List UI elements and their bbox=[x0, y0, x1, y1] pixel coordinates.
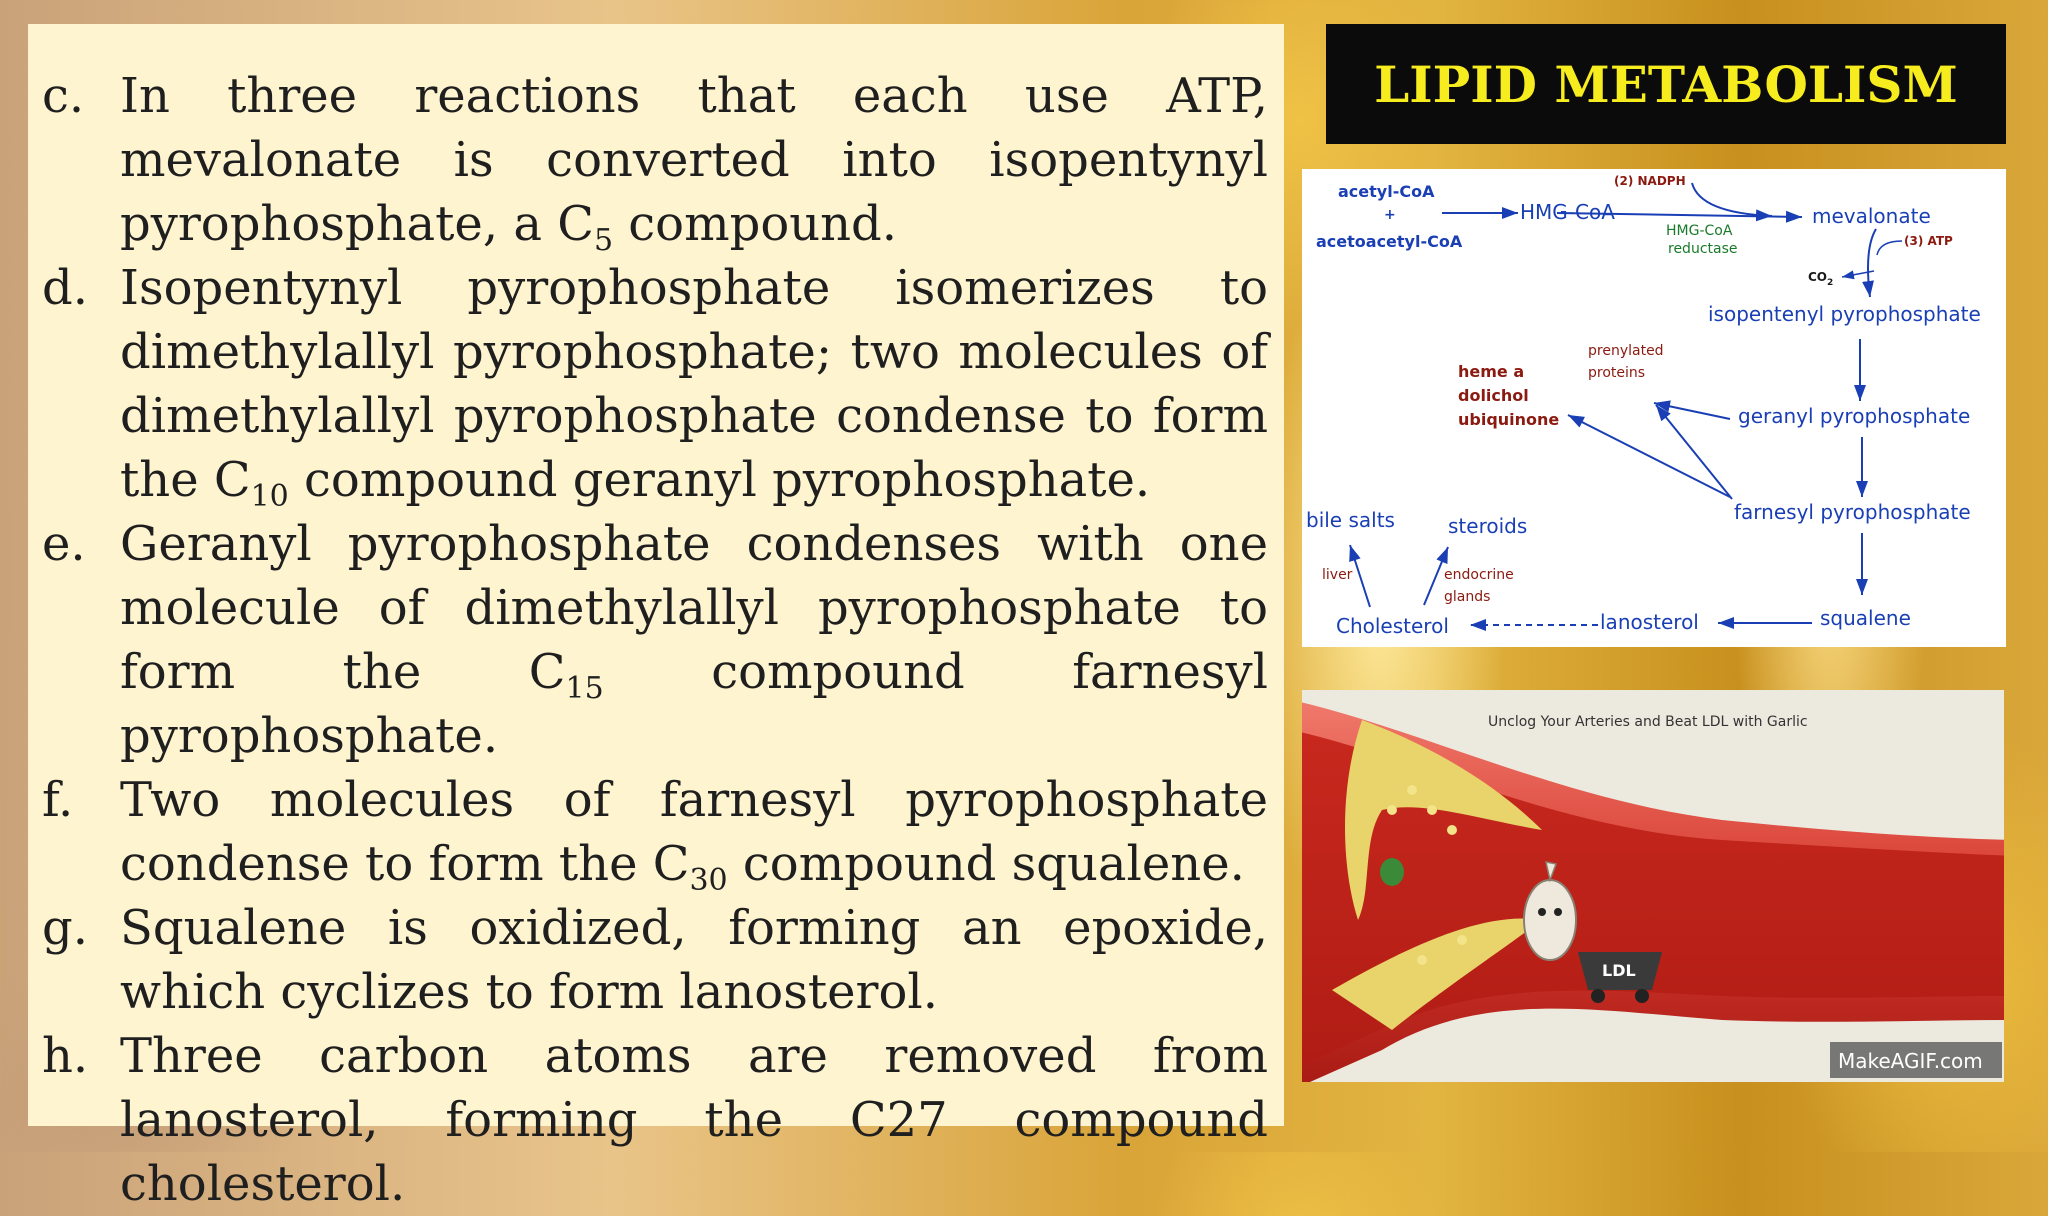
label-mevalonate: mevalonate bbox=[1812, 204, 1931, 228]
label-farnesyl: farnesyl pyrophosphate bbox=[1734, 500, 1971, 524]
plaque-particle bbox=[1387, 805, 1397, 815]
arrow-co2 bbox=[1842, 271, 1874, 277]
label-steroids: steroids bbox=[1448, 514, 1528, 538]
label-liver: liver bbox=[1322, 567, 1353, 583]
plaque-particle bbox=[1407, 785, 1417, 795]
list-item bbox=[42, 64, 1268, 256]
arrow-farnesyl-to-heme bbox=[1568, 415, 1730, 497]
list-item bbox=[42, 512, 1268, 768]
label-bile-salts: bile salts bbox=[1306, 508, 1395, 532]
list-letter: d. bbox=[42, 260, 88, 316]
list-text bbox=[120, 896, 1268, 1024]
label-squalene: squalene bbox=[1820, 606, 1911, 630]
list-item bbox=[42, 256, 1268, 512]
label-acetyl-coa: acetyl-CoA bbox=[1338, 182, 1435, 201]
list-text bbox=[120, 64, 1268, 256]
arrow-nadph bbox=[1692, 183, 1772, 216]
list-text-main: In three reactions that each use ATP, mevalonate is converted into isopentynyl pyrophosphate, a C bbox=[120, 68, 1268, 252]
label-dolichol: dolichol bbox=[1458, 386, 1529, 405]
label-heme: heme a bbox=[1458, 362, 1525, 381]
list-text-tail: compound geranyl pyrophosphate. bbox=[288, 452, 1151, 508]
pathway-svg bbox=[1302, 169, 2006, 647]
artery-animation bbox=[1302, 690, 2004, 1082]
list-letter: c. bbox=[42, 68, 85, 124]
label-ubiquinone: ubiquinone bbox=[1458, 410, 1560, 429]
label-endocrine-2: glands bbox=[1444, 589, 1491, 605]
arrow-farnesyl-to-prenylated bbox=[1656, 405, 1732, 499]
list-letter: e. bbox=[42, 516, 86, 572]
list-item bbox=[42, 1024, 1268, 1216]
label-lanosterol: lanosterol bbox=[1600, 610, 1699, 634]
list-item bbox=[42, 896, 1268, 1024]
label-isopentenyl: isopentenyl pyrophosphate bbox=[1708, 302, 1981, 326]
list-text bbox=[120, 512, 1268, 768]
label-hmg-reductase-2: reductase bbox=[1668, 241, 1738, 257]
title-box bbox=[1326, 24, 2006, 144]
plaque-particle bbox=[1417, 955, 1427, 965]
list-text-tail: compound farnesyl pyrophosphate. bbox=[120, 644, 1268, 764]
list-text-main: Three carbon atoms are removed from lanosterol, forming the C27 compound cholesterol. bbox=[120, 1028, 1268, 1212]
text-panel bbox=[28, 24, 1284, 1212]
label-cholesterol: Cholesterol bbox=[1336, 614, 1449, 638]
arrow-cholesterol-to-bile bbox=[1350, 545, 1370, 607]
list-text-subscript: 5 bbox=[593, 223, 614, 258]
label-prenylated-2: proteins bbox=[1588, 365, 1646, 381]
label-nadph: (2) NADPH bbox=[1614, 174, 1686, 188]
list-text-main: Isopentynyl pyrophosphate isomerizes to dimethylallyl pyrophosphate; two molecules of dimethylallyl pyrophosphate condense to form the C bbox=[120, 260, 1268, 508]
label-prenylated-1: prenylated bbox=[1588, 343, 1664, 359]
artery-svg bbox=[1302, 690, 2004, 1082]
list-text-subscript: 30 bbox=[689, 863, 728, 898]
plaque-particle bbox=[1447, 825, 1457, 835]
list-text bbox=[120, 256, 1268, 512]
list-letter: f. bbox=[42, 772, 74, 828]
list-item bbox=[42, 768, 1268, 896]
step-list bbox=[42, 64, 1268, 1216]
plaque-particle bbox=[1457, 935, 1467, 945]
list-text bbox=[120, 1024, 1268, 1216]
label-geranyl: geranyl pyrophosphate bbox=[1738, 404, 1971, 428]
slide-title: LIPID METABOLISM bbox=[1374, 54, 1958, 114]
list-text-main: Geranyl pyrophosphate condenses with one molecule of dimethylallyl pyrophosphate to form the C bbox=[120, 516, 1268, 700]
plaque-particle bbox=[1427, 805, 1437, 815]
animation-caption: Unclog Your Arteries and Beat LDL with Garlic bbox=[1488, 714, 1808, 730]
label-endocrine-1: endocrine bbox=[1444, 567, 1514, 583]
label-plus: + bbox=[1384, 207, 1396, 223]
label-hmg-reductase-1: HMG-CoA bbox=[1666, 223, 1733, 239]
arrow-atp bbox=[1877, 241, 1902, 255]
list-text-main: Squalene is oxidized, forming an epoxide, which cyclizes to form lanosterol. bbox=[120, 900, 1268, 1020]
label-atp: (3) ATP bbox=[1904, 234, 1953, 248]
pathway-diagram bbox=[1302, 169, 2006, 647]
list-letter: h. bbox=[42, 1028, 89, 1084]
list-text-tail: compound. bbox=[613, 196, 898, 252]
list-text bbox=[120, 768, 1268, 896]
arrow-mev-to-ipp bbox=[1868, 229, 1876, 297]
green-blob bbox=[1380, 858, 1404, 886]
list-text-subscript: 10 bbox=[250, 479, 289, 514]
list-text-main: Two molecules of farnesyl pyrophosphate condense to form the C bbox=[120, 772, 1268, 892]
label-acetoacetyl-coa: acetoacetyl-CoA bbox=[1316, 232, 1463, 251]
list-text-tail: compound squalene. bbox=[727, 836, 1245, 892]
ldl-cart-label: LDL bbox=[1602, 961, 1636, 980]
watermark: MakeAGIF.com bbox=[1838, 1049, 1983, 1073]
label-hmg-coa: HMG-CoA bbox=[1520, 200, 1615, 224]
label-co2: $CO_2$ bbox=[1808, 270, 1834, 288]
list-text-subscript: 15 bbox=[565, 671, 604, 706]
list-letter: g. bbox=[42, 900, 88, 956]
